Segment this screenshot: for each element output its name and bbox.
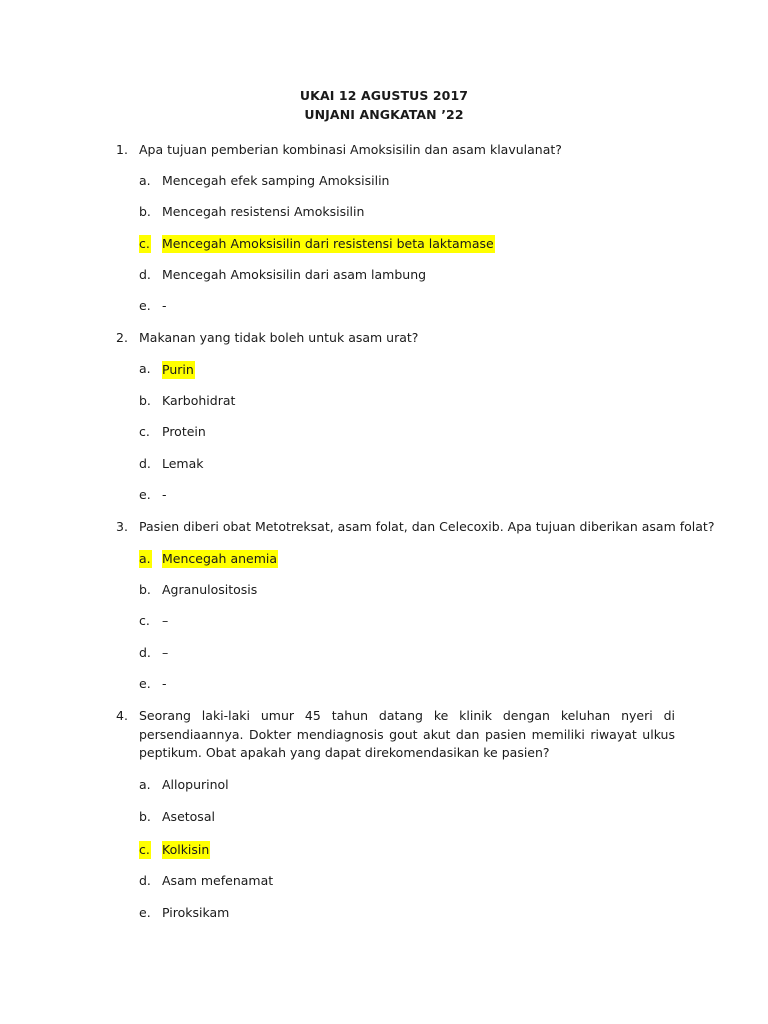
option-letter: e. <box>139 905 151 920</box>
option-text-answer: Mencegah Amoksisilin dari resistensi beta laktamase <box>162 236 494 251</box>
question-text: Makanan yang tidak boleh untuk asam urat? <box>139 330 419 345</box>
option-text: Protein <box>162 424 206 439</box>
option-letter-answer: a. <box>139 551 151 566</box>
option-letter: c. <box>139 424 150 439</box>
document-header <box>0 86 768 124</box>
option-text: Mencegah resistensi Amoksisilin <box>162 204 365 219</box>
question-number: 1. <box>116 142 128 157</box>
option-letter-answer: c. <box>139 842 150 857</box>
option-letter: d. <box>139 456 151 471</box>
option-letter: d. <box>139 873 151 888</box>
option-text: Asam mefenamat <box>162 873 274 888</box>
question-number: 3. <box>116 519 128 534</box>
header-subtitle: UNJANI ANGKATAN ’22 <box>304 107 464 122</box>
option-letter: a. <box>139 777 151 792</box>
option-text: Piroksikam <box>162 905 230 920</box>
option-letter: b. <box>139 393 151 408</box>
option-letter: e. <box>139 487 151 502</box>
option-text-answer: Purin <box>162 362 194 377</box>
option-text: Asetosal <box>162 809 215 824</box>
option-text: Lemak <box>162 456 204 471</box>
option-letter-answer: c. <box>139 236 150 251</box>
option-text: - <box>162 487 167 502</box>
option-letter: a. <box>139 361 151 376</box>
option-letter: a. <box>139 173 151 188</box>
option-letter: b. <box>139 582 151 597</box>
option-text: - <box>162 298 167 313</box>
question-number: 4. <box>116 708 128 723</box>
question-text: Pasien diberi obat Metotreksat, asam folat, dan Celecoxib. Apa tujuan diberikan asam folat? <box>139 519 715 534</box>
option-text: Karbohidrat <box>162 393 236 408</box>
option-letter: d. <box>139 267 151 282</box>
header-title: UKAI 12 AGUSTUS 2017 <box>299 88 469 103</box>
option-text: - <box>162 676 167 691</box>
option-letter: c. <box>139 613 150 628</box>
option-text: Agranulositosis <box>162 582 258 597</box>
question-text: Apa tujuan pemberian kombinasi Amoksisilin dan asam klavulanat? <box>139 142 562 157</box>
option-letter: d. <box>139 645 151 660</box>
option-text: – <box>162 613 169 628</box>
question-number: 2. <box>116 330 128 345</box>
option-letter: e. <box>139 298 151 313</box>
question-text: Seorang laki-laki umur 45 tahun datang ke klinik dengan keluhan nyeri di persendiaannya. Dokter mendiagnosis gout akut dan pasien memiliki riwayat ulkus peptikum. Obat apakah yang dapat direkomendasikan ke pasien? <box>139 708 675 760</box>
option-letter: e. <box>139 676 151 691</box>
option-letter: b. <box>139 809 151 824</box>
option-letter: b. <box>139 204 151 219</box>
option-text-answer: Kolkisin <box>162 842 210 857</box>
option-text: Mencegah Amoksisilin dari asam lambung <box>162 267 427 282</box>
option-text: Mencegah efek samping Amoksisilin <box>162 173 390 188</box>
option-text: Allopurinol <box>162 777 229 792</box>
option-text-answer: Mencegah anemia <box>162 551 278 566</box>
option-text: – <box>162 645 169 660</box>
